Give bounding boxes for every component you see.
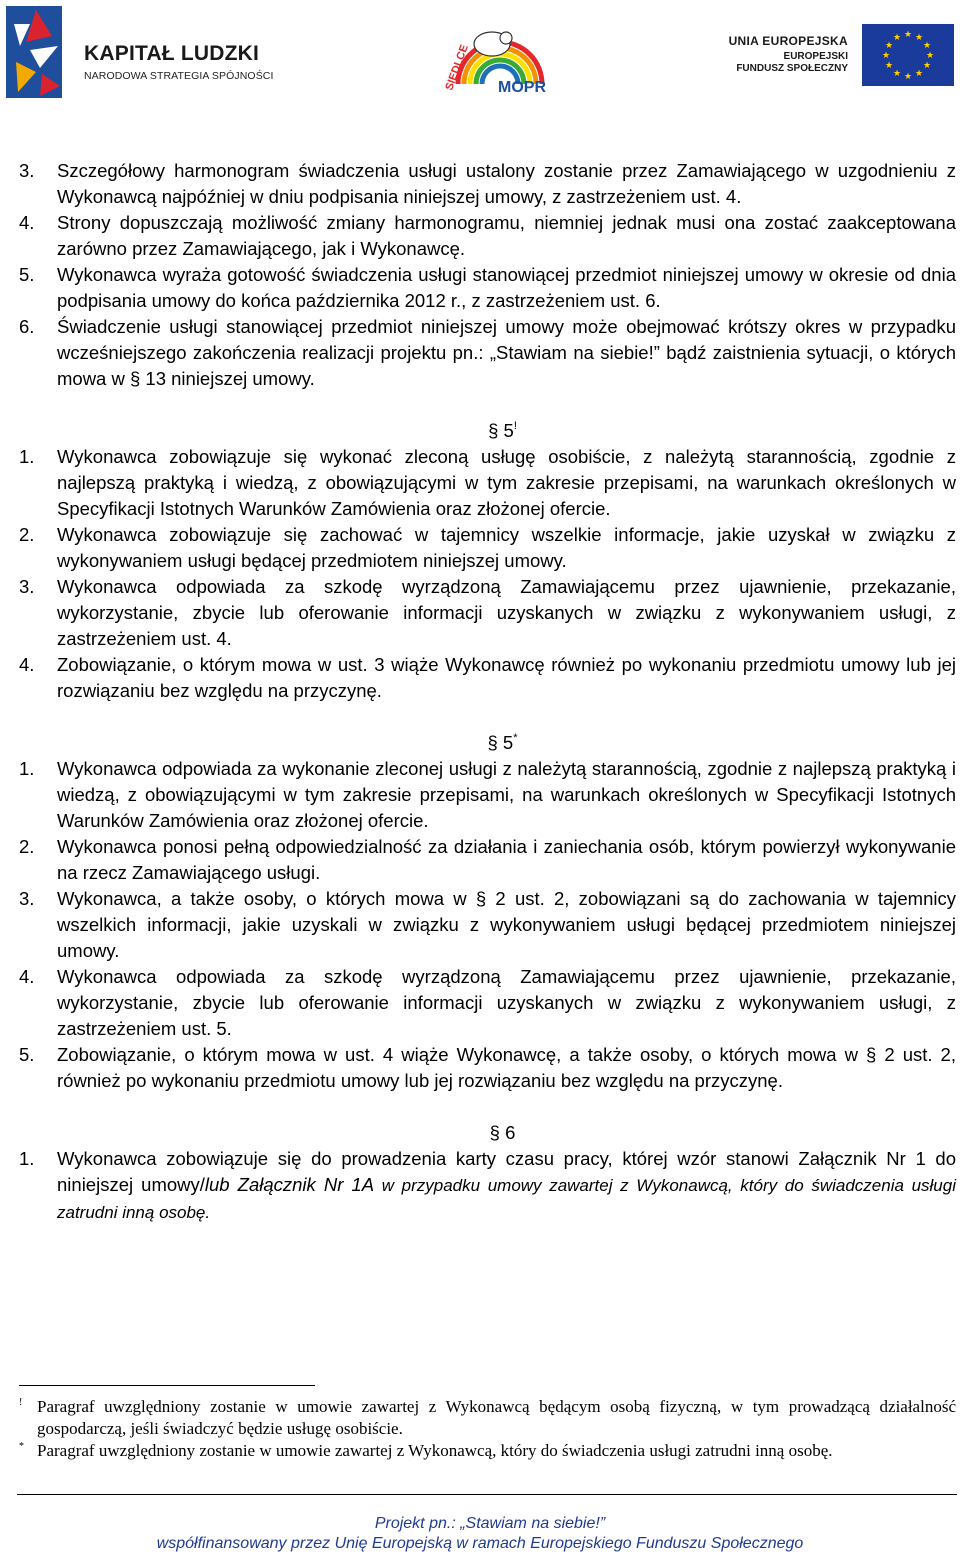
list-item: 5. Zobowiązanie, o którym mowa w ust. 4 wiąże Wykonawcę, a także osoby, o których mowa w § 2 ust. 2, również po wykonaniu przedmiotu umowy lub jej rozwiązaniu bez względu na przyczynę.	[19, 1044, 956, 1091]
mopr-name-label: MOPR	[498, 79, 546, 94]
svg-text:★: ★	[892, 69, 902, 79]
svg-text:★: ★	[884, 61, 894, 71]
eu-line-1: UNIA EUROPEJSKA	[728, 34, 848, 48]
list-item: 4. Strony dopuszczają możliwość zmiany harmonogramu, niemniej jednak musi ona zostać zaakceptowana zarówno przez Zamawiającego, jak i Wykonawcę.	[19, 212, 956, 259]
paragraph-block-1	[19, 158, 956, 392]
svg-text:★: ★	[903, 30, 913, 40]
footnote: ! Paragraf uwzględniony zostanie w umowie zawartej z Wykonawcą będącym osobą fizyczną, w tym prowadzącą działalność gospodarczą, jeśli świadczyć będzie usługę osobiście.	[19, 1397, 956, 1438]
list-item: 3. Wykonawca, a także osoby, o których mowa w § 2 ust. 2, zobowiązani są do zachowania w tajemnicy wszelkich informacji, jakie uzyskali w związku z wykonywaniem usługi będącej przedmiotem niniejszej umowy.	[19, 888, 956, 961]
footnote-separator	[19, 1385, 315, 1386]
eu-logo	[700, 24, 956, 88]
list-item: 4. Zobowiązanie, o którym mowa w ust. 3 wiąże Wykonawcę również po wykonaniu przedmiotu umowy lub jej rozwiązaniu bez względu na przyczynę.	[19, 654, 956, 701]
svg-text:★: ★	[925, 51, 935, 61]
eu-line-2: EUROPEJSKI	[783, 51, 848, 62]
page-footer	[0, 1514, 960, 1554]
svg-text:★: ★	[922, 61, 932, 71]
list-item: 3. Wykonawca odpowiada za szkodę wyrządzoną Zamawiającemu przez ujawnienie, przekazanie, wykorzystanie, zbycie lub oferowanie informacji uzyskanych w związku z wykonywaniem usługi, z zastrzeżeniem ust. 4.	[19, 576, 956, 649]
list-item: 4. Wykonawca odpowiada za szkodę wyrządzoną Zamawiającemu przez ujawnienie, przekazanie, wykorzystanie, zbycie lub oferowanie informacji uzyskanych w związku z wykonywaniem usługi, z zastrzeżeniem ust. 5.	[19, 966, 956, 1039]
svg-text:★: ★	[914, 69, 924, 79]
section-heading-6: § 6	[489, 1122, 516, 1143]
svg-text:★: ★	[922, 41, 932, 51]
footnote-ref: *	[513, 732, 518, 744]
footer-cofinancing: współfinansowany przez Unię Europejską w ramach Europejskiego Funduszu Społecznego	[156, 1535, 804, 1552]
kapital-ludzki-subtitle: NARODOWA STRATEGIA SPÓJNOŚCI	[84, 70, 274, 82]
eu-line-3: FUNDUSZ SPOŁECZNY	[736, 63, 848, 74]
footer-project-name: Projekt pn.: „Stawiam na siebie!”	[374, 1515, 606, 1532]
section-heading-5-personal: § 5!	[488, 420, 517, 441]
kapital-ludzki-star-icon	[6, 6, 66, 98]
kapital-ludzki-logo	[6, 6, 306, 98]
mopr-logo	[440, 14, 550, 94]
section-heading-5-employer: § 5*	[487, 732, 518, 753]
list-item: 1. Wykonawca zobowiązuje się wykonać zleconą usługę osobiście, z należytą starannością, zgodnie z najlepszą praktyką i wiedzą, z obowiązującymi w tym zakresie przepisami, na warunkach określonych w Specyfikacji Istotnych Warunków Zamówienia oraz złożonej ofercie.	[19, 446, 956, 519]
page-header	[0, 0, 960, 110]
mopr-city-label: SIEDLCE	[443, 43, 471, 93]
list-item: 1. Wykonawca odpowiada za wykonanie zleconej usługi z należytą starannością, zgodnie z najlepszą praktyką i wiedzą, z obowiązującymi w tym zakresie przepisami, na warunkach określonych w Specyfikacji Istotnych Warunków Zamówienia oraz złożonej ofercie.	[19, 758, 956, 831]
eu-text	[729, 34, 848, 74]
svg-text:★: ★	[914, 33, 924, 43]
kapital-ludzki-title: KAPITAŁ LUDZKI	[84, 42, 260, 65]
list-item: 1. Wykonawca zobowiązuje się do prowadzenia karty czasu pracy, której wzór stanowi Załącznik Nr 1 do niniejszej umowy/lub Załącznik Nr 1A w przypadku umowy zawartej z Wykonawcą, który do świadczenia usługi zatrudni inną osobę.	[19, 1148, 956, 1222]
footnote-ref: !	[513, 420, 517, 432]
footnotes	[19, 1396, 956, 1462]
mopr-rainbow-icon	[440, 14, 550, 94]
footnote: * Paragraf uwzględniony zostanie w umowie zawartej z Wykonawcą, który do świadczenia usługi zatrudni inną osobę.	[19, 1441, 833, 1460]
list-item: 6. Świadczenie usługi stanowiącej przedmiot niniejszej umowy może obejmować krótszy okres w przypadku wcześniejszego zakończenia realizacji projektu pn.: „Stawiam na siebie!” bądź zaistnienia sytuacji, o których mowa w § 13 niniejszej umowy.	[19, 316, 956, 389]
paragraph-block-3	[19, 756, 956, 1094]
list-item: 3. Szczegółowy harmonogram świadczenia usługi ustalony zostanie przez Zamawiającego w uzgodnieniu z Wykonawcą najpóźniej w dniu podpisania niniejszej umowy, z zastrzeżeniem ust. 4.	[19, 160, 956, 207]
list-item: 2. Wykonawca zobowiązuje się zachować w tajemnicy wszelkie informacje, jakie uzyskał w związku z wykonywaniem usługi będącej przedmiotem niniejszej umowy.	[19, 524, 956, 571]
svg-text:★: ★	[884, 41, 894, 51]
paragraph-block-2	[19, 444, 956, 704]
list-item: 2. Wykonawca ponosi pełną odpowiedzialność za działania i zaniechania osób, którym powierzył wykonywanie na rzecz Zamawiającego usługi.	[19, 836, 956, 883]
document-body	[19, 158, 956, 1226]
list-item: 5. Wykonawca wyraża gotowość świadczenia usługi stanowiącej przedmiot niniejszej umowy w okresie od dnia podpisania umowy do końca października 2012 r., z zastrzeżeniem ust. 6.	[19, 264, 956, 311]
svg-text:★: ★	[903, 72, 913, 82]
svg-text:★: ★	[881, 51, 891, 61]
footer-separator	[17, 1494, 957, 1495]
eu-flag-icon	[862, 24, 954, 86]
svg-text:★: ★	[892, 33, 902, 43]
